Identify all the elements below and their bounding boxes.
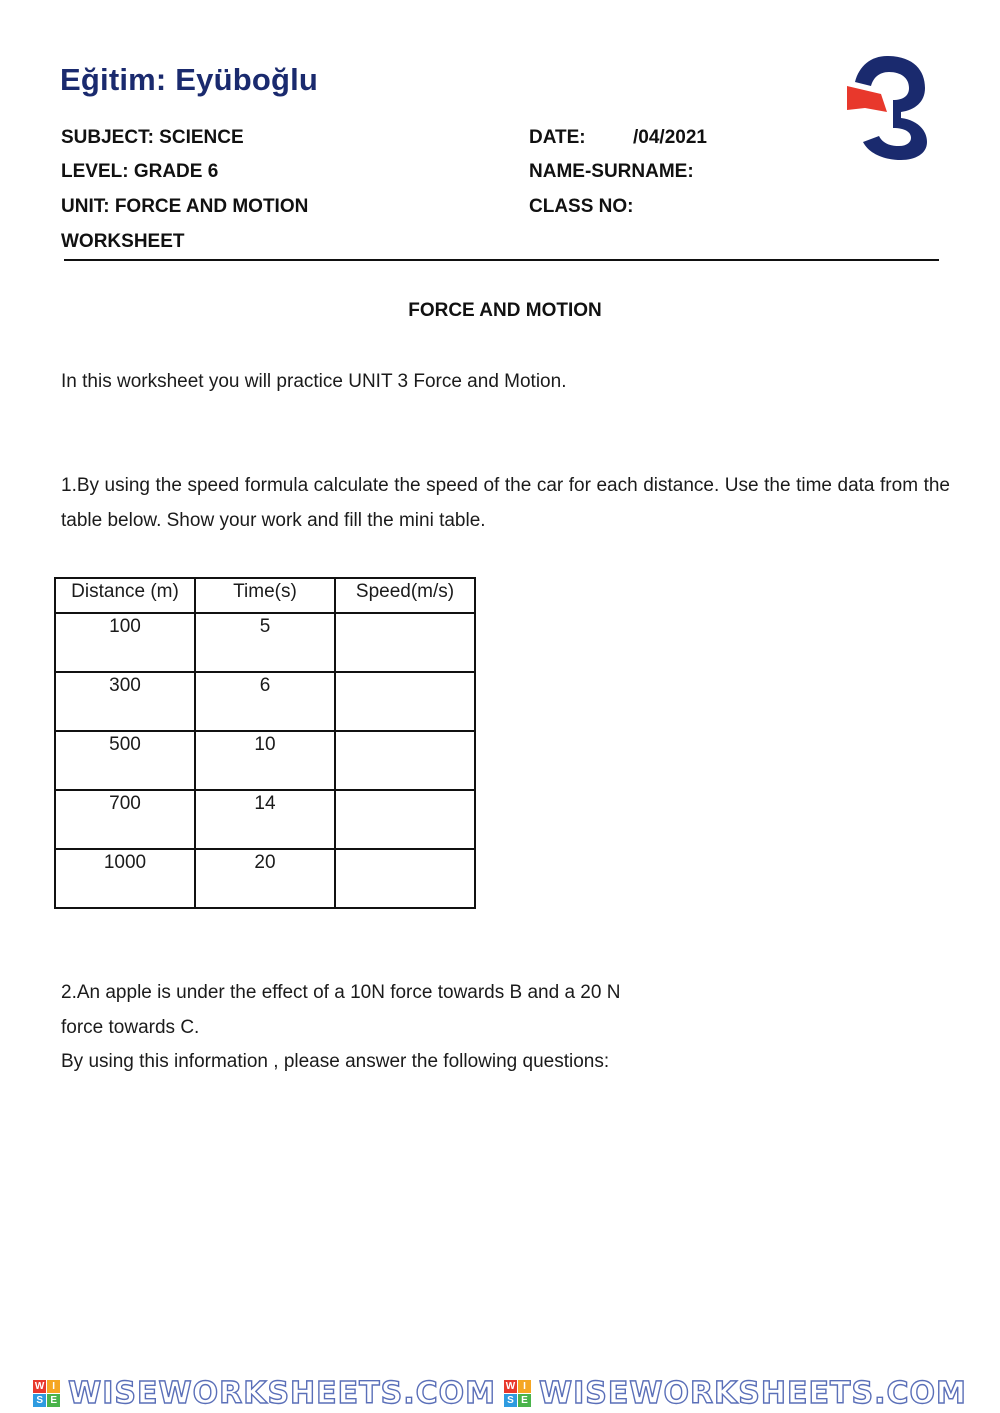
time-cell: 10	[195, 731, 335, 790]
page-title: FORCE AND MOTION	[408, 300, 602, 321]
subject-label: SUBJECT: SCIENCE	[61, 127, 244, 148]
question-2-line-2: force towards C.	[61, 1017, 200, 1038]
unit-label: UNIT: FORCE AND MOTION	[61, 196, 309, 217]
speed-answer-cell[interactable]	[335, 731, 475, 790]
date-label: DATE:	[529, 127, 586, 148]
watermark-icon-letter: E	[518, 1394, 531, 1407]
table-row	[55, 790, 475, 849]
time-cell: 14	[195, 790, 335, 849]
speed-answer-cell[interactable]	[335, 672, 475, 731]
watermark-footer	[0, 1373, 1000, 1413]
watermark-text: WISEWORKSHEETS.COM	[68, 1375, 496, 1411]
time-cell: 20	[195, 849, 335, 908]
distance-cell: 100	[55, 613, 195, 672]
speed-answer-cell[interactable]	[335, 790, 475, 849]
distance-cell: 300	[55, 672, 195, 731]
class-no-label: CLASS NO:	[529, 196, 634, 217]
column-header-time: Time(s)	[195, 578, 335, 613]
name-surname-label: NAME-SURNAME:	[529, 161, 694, 182]
table-row	[55, 849, 475, 908]
table-row	[55, 672, 475, 731]
header-divider	[64, 259, 939, 261]
watermark-icon-letter: W	[34, 1380, 45, 1392]
table-row	[55, 613, 475, 672]
watermark-icon-letter: S	[504, 1394, 517, 1407]
watermark-icon-letter: I	[47, 1380, 60, 1393]
column-header-distance: Distance (m)	[55, 578, 195, 613]
level-label: LEVEL: GRADE 6	[61, 161, 219, 182]
watermark-text: WISEWORKSHEETS.COM	[539, 1375, 967, 1411]
speed-table	[54, 577, 476, 909]
table-row	[55, 731, 475, 790]
date-value: /04/2021	[633, 127, 707, 148]
watermark-icon-letter: E	[47, 1394, 60, 1407]
watermark-logo-icon	[504, 1380, 531, 1407]
distance-cell: 700	[55, 790, 195, 849]
speed-answer-cell[interactable]	[335, 613, 475, 672]
brand-title: Eğitim: Eyüboğlu	[60, 62, 319, 97]
watermark-icon-letter: W	[505, 1380, 516, 1392]
table-header-row	[55, 578, 475, 613]
watermark-logo-icon	[33, 1380, 60, 1407]
distance-cell: 500	[55, 731, 195, 790]
intro-text: In this worksheet you will practice UNIT 3 Force and Motion.	[61, 371, 567, 392]
question-2-line-3: By using this information , please answer the following questions:	[61, 1051, 610, 1072]
speed-answer-cell[interactable]	[335, 849, 475, 908]
question-1-text: 1.By using the speed formula calculate the speed of the car for each distance. Use the time data from the table below. Show your work and fill the mini table.	[61, 475, 950, 531]
school-logo-icon	[845, 50, 930, 162]
distance-cell: 1000	[55, 849, 195, 908]
time-cell: 6	[195, 672, 335, 731]
time-cell: 5	[195, 613, 335, 672]
watermark-icon-letter: I	[518, 1380, 531, 1393]
watermark-icon-letter: S	[33, 1394, 46, 1407]
question-2-line-1: 2.An apple is under the effect of a 10N force towards B and a 20 N	[61, 982, 621, 1003]
column-header-speed: Speed(m/s)	[335, 578, 475, 613]
worksheet-label: WORKSHEET	[61, 231, 185, 252]
